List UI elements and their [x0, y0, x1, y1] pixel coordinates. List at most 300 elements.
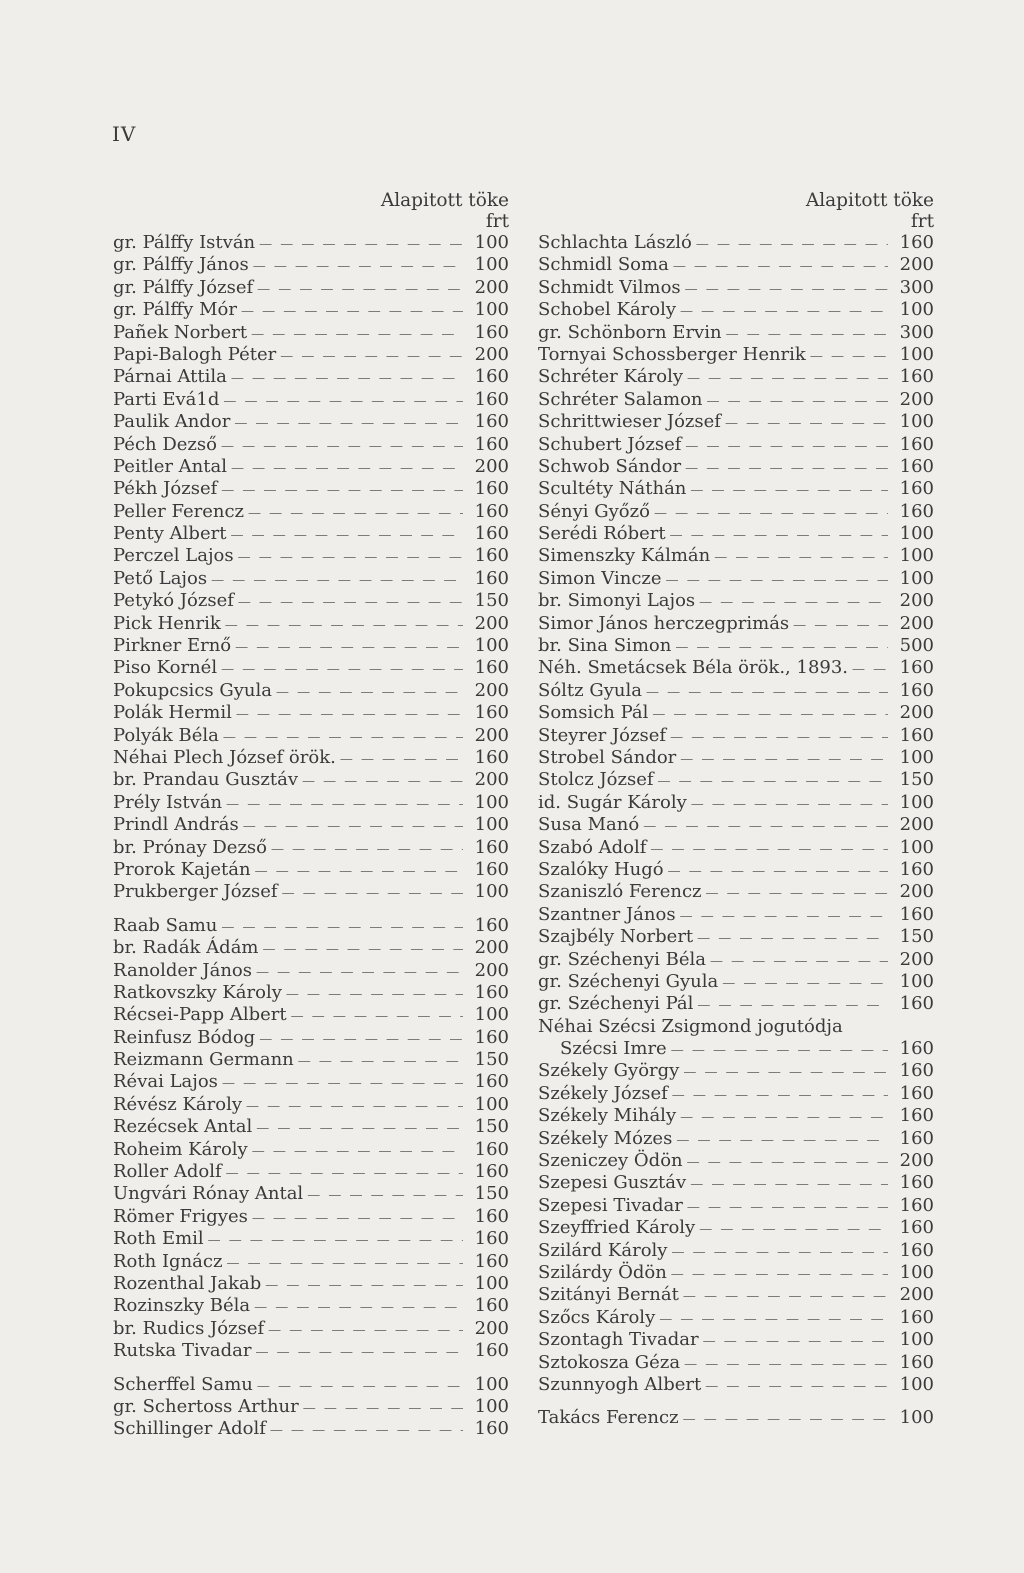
entry-amount: 160: [474, 1161, 509, 1183]
list-item: [113, 1251, 509, 1273]
entry-amount: 100: [899, 299, 934, 321]
leader-dots: [256, 962, 463, 984]
entry-amount: 100: [899, 1373, 934, 1395]
entry-name: Ungvári Rónay Antal: [113, 1183, 304, 1205]
list-item: [538, 949, 934, 971]
entry-name: Székely József: [538, 1082, 668, 1104]
entry-name: Révész Károly: [113, 1093, 243, 1115]
leader-dots: [252, 1208, 463, 1230]
entry-name: Rutska Tivadar: [113, 1340, 252, 1362]
leader-dots: [726, 324, 888, 346]
leader-dots: [658, 771, 888, 793]
leader-dots: [699, 592, 888, 614]
leader-dots: [276, 682, 463, 704]
list-item: [113, 859, 509, 881]
list-item: [113, 523, 509, 545]
leader-dots: [226, 1253, 463, 1275]
leader-dots: [654, 503, 888, 525]
list-item: [538, 859, 934, 881]
entry-amount: 200: [474, 937, 509, 959]
leader-dots: [725, 413, 888, 435]
entry-name: gr. Schertoss Arthur: [113, 1395, 299, 1417]
entry-amount: 160: [899, 1194, 934, 1216]
entry-name: Reizmann Germann: [113, 1049, 294, 1071]
list-item: [538, 366, 934, 388]
leader-dots: [238, 592, 463, 614]
leader-dots: [697, 995, 888, 1017]
list-item: [113, 1228, 509, 1250]
list-item: [538, 904, 934, 926]
list-item: [113, 366, 509, 388]
leader-dots: [668, 861, 888, 883]
list-item: [538, 590, 934, 612]
entry-name: gr. Széchenyi Béla: [538, 948, 706, 970]
entry-name: Szeniczey Ödön: [538, 1150, 683, 1172]
entry-name: Pető Lajos: [113, 567, 208, 589]
entry-name: Tornyai Schossberger Henrik: [538, 343, 806, 365]
entry-amount: 200: [899, 612, 934, 634]
entry-amount: 160: [899, 433, 934, 455]
entry-amount: 160: [899, 232, 934, 253]
entry-amount: 160: [899, 1172, 934, 1194]
entry-name: Szőcs Károly: [538, 1306, 656, 1328]
list-item: [113, 501, 509, 523]
entry-amount: 160: [899, 679, 934, 701]
entry-name: Néh. Smetácsek Béla örök., 1893.: [538, 657, 849, 679]
entry-name: Rezécsek Antal: [113, 1116, 253, 1138]
list-item: [113, 680, 509, 702]
entry-name: Papi-Balogh Péter: [113, 343, 277, 365]
entry-name: Néhai Szécsi Zsigmond jogutódja: [538, 1015, 843, 1037]
entry-amount: 160: [899, 1351, 934, 1373]
leader-dots: [211, 570, 463, 592]
entry-amount: 160: [474, 981, 509, 1003]
list-item: [538, 680, 934, 702]
entry-name: br. Sina Simon: [538, 635, 672, 657]
list-item: [113, 702, 509, 724]
list-item: [538, 769, 934, 791]
leader-dots: [691, 794, 888, 816]
entry-name: Somsich Pál: [538, 702, 649, 724]
leader-dots: [271, 839, 463, 861]
entry-name: id. Sugár Károly: [538, 791, 687, 813]
entry-amount: 100: [474, 881, 509, 903]
entry-amount: 200: [899, 814, 934, 836]
list-item: [113, 277, 509, 299]
entry-name: Stolcz József: [538, 769, 654, 791]
entry-name: Pékh József: [113, 478, 218, 500]
left-entry-list: [113, 232, 509, 1441]
entry-name: Römer Frigyes: [113, 1205, 248, 1227]
list-item: [538, 657, 934, 679]
leader-dots: [257, 1376, 463, 1398]
leader-dots: [256, 1118, 463, 1140]
list-item: [113, 792, 509, 814]
list-item: [538, 613, 934, 635]
entry-name: Perczel Lajos: [113, 545, 234, 567]
leader-dots: [687, 368, 888, 390]
list-item: [113, 1161, 509, 1183]
entry-name: Szepesi Tivadar: [538, 1194, 683, 1216]
entry-amount: 100: [899, 523, 934, 545]
list-item: [113, 1027, 509, 1049]
entry-amount: 160: [474, 523, 509, 545]
entry-name: Schmidl Soma: [538, 254, 669, 276]
list-item: [538, 1217, 934, 1239]
leader-dots: [246, 1096, 463, 1118]
entry-name: Ranolder János: [113, 959, 252, 981]
list-item: [113, 937, 509, 959]
entry-name: Székely Mózes: [538, 1127, 673, 1149]
entry-amount: 160: [474, 914, 509, 936]
leader-dots: [223, 727, 463, 749]
leader-dots: [646, 682, 888, 704]
leader-dots: [652, 704, 888, 726]
list-item: [113, 568, 509, 590]
entry-amount: 100: [899, 411, 934, 433]
entry-name: Raab Samu: [113, 914, 218, 936]
list-item: [538, 389, 934, 411]
leader-dots: [254, 1297, 463, 1319]
entry-name: Szepesi Gusztáv: [538, 1172, 687, 1194]
entry-amount: 100: [474, 1004, 509, 1026]
entry-amount: 200: [474, 959, 509, 981]
list-item: [538, 299, 934, 321]
entry-name: Takács Ferencz: [538, 1407, 679, 1429]
right-column-header: [538, 190, 934, 232]
entry-name: Szilárdy Ödön: [538, 1261, 667, 1283]
entry-amount: 160: [474, 1340, 509, 1362]
entry-name: Schobel Károly: [538, 299, 677, 321]
list-item: [538, 322, 934, 344]
entry-amount: 160: [899, 903, 934, 925]
list-item: [113, 635, 509, 657]
entry-name: Rozenthal Jakab: [113, 1272, 262, 1294]
entry-amount: 300: [899, 276, 934, 298]
list-item: [538, 344, 934, 366]
leader-dots: [282, 883, 463, 905]
list-item: [113, 411, 509, 433]
leader-dots: [257, 279, 463, 301]
list-item: [113, 769, 509, 791]
entry-amount: 100: [899, 970, 934, 992]
entry-amount: 160: [474, 366, 509, 388]
entry-amount: 160: [899, 1105, 934, 1127]
entry-name: Scherffel Samu: [113, 1373, 253, 1395]
entry-name: Péch Dezső: [113, 433, 217, 455]
entry-name: Schubert József: [538, 433, 682, 455]
list-item: [538, 993, 934, 1015]
entry-name: Schwob Sándor: [538, 455, 682, 477]
leader-dots: [714, 547, 888, 569]
entry-name: gr. Pálffy János: [113, 254, 249, 276]
entry-amount: 150: [474, 1049, 509, 1071]
list-item: [538, 434, 934, 456]
leader-dots: [221, 480, 463, 502]
entry-name: Roth Ignácz: [113, 1250, 223, 1272]
entry-amount: 160: [474, 433, 509, 455]
leader-dots: [722, 973, 888, 995]
leader-dots: [255, 861, 463, 883]
entry-amount: 160: [474, 1228, 509, 1250]
leader-dots: [298, 1051, 463, 1073]
list-item: [113, 1004, 509, 1026]
leader-dots: [683, 1062, 888, 1084]
leader-dots: [705, 1376, 888, 1398]
entry-name: Prukberger József: [113, 881, 278, 903]
leader-dots: [683, 1409, 888, 1431]
leader-dots: [221, 917, 463, 939]
list-item: [538, 411, 934, 433]
list-item: [113, 1418, 509, 1440]
leader-dots: [699, 1219, 888, 1241]
list-item: [538, 635, 934, 657]
entry-name: Szantner János: [538, 903, 676, 925]
list-item: [113, 456, 509, 478]
entry-amount: 200: [474, 769, 509, 791]
entry-amount: 160: [474, 411, 509, 433]
leader-dots: [684, 1354, 888, 1376]
leader-dots: [697, 928, 888, 950]
leader-dots: [685, 458, 888, 480]
entry-name: Szaniszló Ferencz: [538, 881, 702, 903]
leader-dots: [671, 1040, 888, 1062]
list-item: [538, 1016, 934, 1038]
entry-name: Schlachta László: [538, 232, 692, 253]
list-item: [538, 1128, 934, 1150]
list-item: [538, 1060, 934, 1082]
list-item: [538, 702, 934, 724]
entry-name: Simon Vincze: [538, 567, 662, 589]
leader-dots: [685, 279, 888, 301]
entry-amount: 100: [899, 1329, 934, 1351]
list-item: [538, 501, 934, 523]
list-item: [113, 254, 509, 276]
entry-name: Szabó Adolf: [538, 836, 647, 858]
entry-name: Récsei-Papp Albert: [113, 1004, 287, 1026]
entry-amount: 150: [474, 590, 509, 612]
leader-dots: [303, 1398, 463, 1420]
leader-dots: [706, 883, 888, 905]
leader-dots: [208, 1230, 463, 1252]
list-item: [113, 590, 509, 612]
list-item: [113, 837, 509, 859]
entry-amount: 160: [899, 1127, 934, 1149]
entry-name: Révai Lajos: [113, 1071, 218, 1093]
entry-amount: 100: [899, 836, 934, 858]
entry-name: Székely György: [538, 1060, 680, 1082]
entry-amount: 100: [899, 545, 934, 567]
entry-amount: 100: [474, 1272, 509, 1294]
list-item: [538, 1172, 934, 1194]
entry-amount: 200: [474, 455, 509, 477]
left-column: [113, 190, 509, 1441]
leader-dots: [241, 301, 463, 323]
list-item: [538, 1374, 934, 1396]
leader-dots: [671, 1242, 888, 1264]
leader-dots: [221, 436, 463, 458]
entry-name: gr. Schönborn Ervin: [538, 321, 722, 343]
leader-dots: [223, 391, 463, 413]
entry-amount: 200: [899, 1150, 934, 1172]
list-item: [538, 545, 934, 567]
leader-dots: [231, 368, 463, 390]
list-item: [113, 960, 509, 982]
entry-name: Párnai Attila: [113, 366, 227, 388]
list-item: [538, 926, 934, 948]
entry-amount: 160: [474, 1071, 509, 1093]
leader-dots: [226, 1163, 463, 1185]
left-column-header: [113, 190, 509, 232]
leader-dots: [236, 704, 463, 726]
list-item: [538, 1150, 934, 1172]
entry-amount: 160: [899, 455, 934, 477]
entry-amount: 160: [474, 657, 509, 679]
entry-amount: 160: [899, 500, 934, 522]
entry-amount: 160: [474, 746, 509, 768]
leader-dots: [221, 659, 463, 681]
leader-dots: [696, 234, 888, 256]
entry-amount: 160: [474, 1295, 509, 1317]
leader-dots: [259, 234, 463, 256]
list-item: [113, 1396, 509, 1418]
entry-name: Paulik Andor: [113, 411, 231, 433]
entry-name: Parti Evá1d: [113, 388, 220, 410]
leader-dots: [225, 615, 463, 637]
leader-dots: [286, 984, 463, 1006]
list-item: [538, 1105, 934, 1127]
list-item: [113, 915, 509, 937]
list-item: [113, 1071, 509, 1093]
entry-name: Szunnyogh Albert: [538, 1373, 702, 1395]
leader-dots: [690, 1174, 888, 1196]
entry-amount: 160: [474, 1250, 509, 1272]
leader-dots: [703, 1331, 888, 1353]
entry-name: Szécsi Imre: [560, 1038, 667, 1060]
leader-dots: [340, 749, 463, 771]
leader-dots: [671, 1264, 888, 1286]
entry-amount: 160: [899, 366, 934, 388]
entry-amount: 100: [474, 1373, 509, 1395]
entry-name: Prorok Kajetán: [113, 858, 251, 880]
right-header-title: Alapitott töke: [805, 190, 934, 211]
leader-dots: [222, 1073, 463, 1095]
list-item: [538, 747, 934, 769]
leader-dots: [263, 939, 464, 961]
entry-name: br. Simonyi Lajos: [538, 590, 696, 612]
list-item: [538, 1307, 934, 1329]
entry-amount: 500: [899, 635, 934, 657]
entry-amount: 100: [474, 299, 509, 321]
entry-name: Pañek Norbert: [113, 321, 248, 343]
leader-dots: [680, 749, 888, 771]
entry-name: Szitányi Bernát: [538, 1284, 679, 1306]
leader-dots: [707, 391, 888, 413]
leader-dots: [235, 637, 463, 659]
leader-dots: [234, 413, 463, 435]
leader-dots: [291, 1006, 463, 1028]
entry-name: Peitler Antal: [113, 455, 227, 477]
entry-amount: 150: [899, 926, 934, 948]
entry-name: Reinfusz Bódog: [113, 1026, 256, 1048]
list-item: [538, 725, 934, 747]
entry-name: Schillinger Adolf: [113, 1418, 266, 1440]
entry-name: Schréter Károly: [538, 366, 684, 388]
list-item: [538, 254, 934, 276]
right-column: [538, 190, 934, 1430]
entry-amount: 160: [474, 836, 509, 858]
leader-dots: [676, 1130, 888, 1152]
entry-amount: 200: [899, 254, 934, 276]
entry-name: gr. Pálffy József: [113, 276, 254, 298]
leader-dots: [252, 1141, 463, 1163]
entry-amount: 100: [899, 1261, 934, 1283]
entry-amount: 160: [474, 321, 509, 343]
list-item: [113, 1139, 509, 1161]
list-item: [113, 814, 509, 836]
list-item: [538, 1407, 934, 1429]
list-item: [113, 747, 509, 769]
leader-dots: [226, 794, 463, 816]
list-item: [538, 1195, 934, 1217]
leader-dots: [687, 1152, 888, 1174]
list-item: [113, 1206, 509, 1228]
entry-name: Prindl András: [113, 814, 239, 836]
entry-amount: 200: [474, 612, 509, 634]
entry-amount: 200: [899, 702, 934, 724]
entry-amount: 160: [474, 1026, 509, 1048]
entry-name: Schréter Salamon: [538, 388, 703, 410]
leader-dots: [670, 525, 888, 547]
entry-amount: 160: [899, 478, 934, 500]
entry-name: Piso Kornél: [113, 657, 218, 679]
list-item: [113, 1094, 509, 1116]
list-item: [538, 881, 934, 903]
entry-amount: 100: [474, 791, 509, 813]
entry-amount: 150: [899, 769, 934, 791]
list-item: [538, 523, 934, 545]
entry-amount: 200: [899, 948, 934, 970]
entry-name: Szilárd Károly: [538, 1239, 668, 1261]
list-item: [113, 613, 509, 635]
entry-name: Ratkovszky Károly: [113, 981, 282, 1003]
entry-name: Rozinszky Béla: [113, 1295, 251, 1317]
entry-amount: 200: [899, 881, 934, 903]
entry-name: Pirkner Ernő: [113, 635, 232, 657]
leader-dots: [256, 1342, 464, 1364]
entry-name: Roth Emil: [113, 1228, 204, 1250]
entry-name: Simor János herczegprimás: [538, 612, 790, 634]
left-header-unit: frt: [485, 211, 509, 232]
leader-dots: [793, 615, 888, 637]
list-item: [538, 277, 934, 299]
entry-name: Szajbély Norbert: [538, 926, 694, 948]
leader-dots: [680, 301, 888, 323]
leader-dots: [680, 906, 888, 928]
entry-name: Petykó József: [113, 590, 234, 612]
entry-name: Pokupcsics Gyula: [113, 679, 272, 701]
leader-dots: [253, 256, 463, 278]
list-item: [113, 881, 509, 903]
entry-name: gr. Széchenyi Gyula: [538, 970, 719, 992]
entry-name: Penty Albert: [113, 523, 227, 545]
leader-dots: [852, 659, 888, 681]
leader-dots: [268, 1320, 463, 1342]
entry-name: Polyák Béla: [113, 724, 219, 746]
entry-amount: 200: [474, 679, 509, 701]
entry-amount: 100: [474, 254, 509, 276]
entry-name: Simenszky Kálmán: [538, 545, 711, 567]
